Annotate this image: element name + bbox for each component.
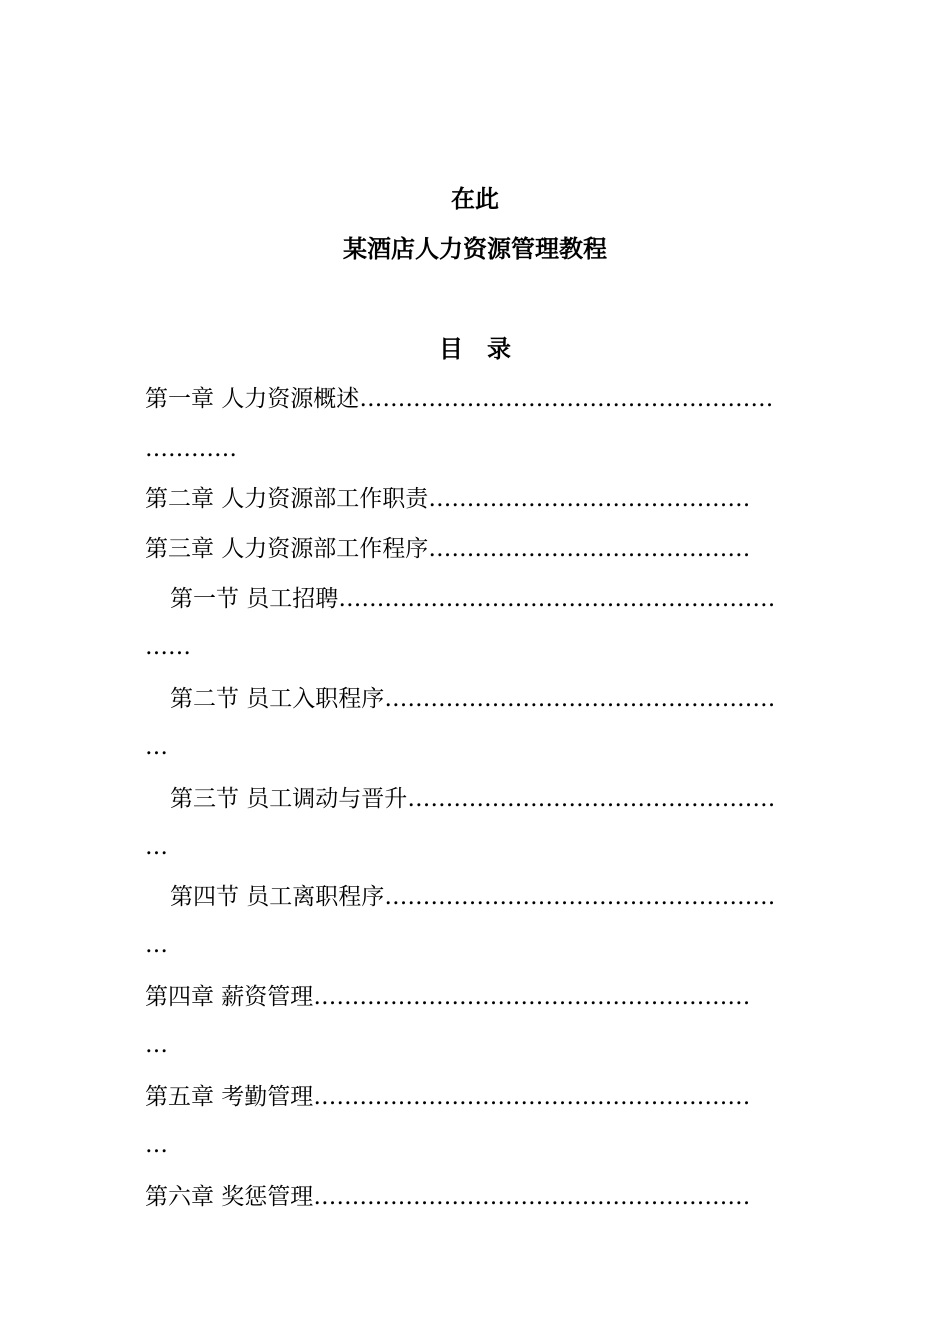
toc-entry[interactable]: [170, 584, 775, 614]
toc-entry[interactable]: [170, 784, 775, 814]
toc-entry[interactable]: [145, 384, 773, 414]
toc-entry-label: 第二节 员工入职程序: [170, 686, 385, 712]
toc-leader-dots: …………………………………………………: [313, 1184, 751, 1210]
toc-leader-dots: ……………………………………………: [384, 686, 776, 712]
toc-leader-continuation: …………: [145, 436, 237, 462]
toc-leader-continuation: …: [145, 1132, 168, 1158]
toc-entry-label: 第二章 人力资源部工作职责: [145, 486, 429, 512]
toc-entry-label: 第一章 人力资源概述: [145, 386, 360, 412]
toc-entry-label: 第六章 奖惩管理: [145, 1184, 314, 1210]
toc-entry[interactable]: [145, 1082, 750, 1112]
toc-leader-continuation: …: [145, 834, 168, 860]
toc-entry[interactable]: [145, 982, 750, 1012]
toc-leader-dots: …………………………………………………: [313, 984, 751, 1010]
toc-leader-continuation: ……: [145, 634, 191, 660]
toc-entry-label: 第三节 员工调动与晋升: [170, 786, 408, 812]
toc-leader-continuation: …: [145, 1032, 168, 1058]
toc-entry-label: 第四章 薪资管理: [145, 984, 314, 1010]
toc-entry-label: 第五章 考勤管理: [145, 1084, 314, 1110]
toc-leader-dots: …………………………………………………: [313, 1084, 751, 1110]
toc-leader-dots: …………………………………………………: [338, 586, 776, 612]
toc-leader-dots: ……………………………………………: [384, 884, 776, 910]
toc-leader-dots: ……………………………………: [428, 536, 751, 562]
toc-entry[interactable]: [170, 684, 775, 714]
toc-entry[interactable]: [145, 484, 750, 514]
toc-leader-dots: ……………………………………: [428, 486, 751, 512]
toc-entry-label: 第一节 员工招聘: [170, 586, 339, 612]
toc-leader-continuation: …: [145, 734, 168, 760]
toc-leader-continuation: …: [145, 932, 168, 958]
doc-header-line1: 在此: [451, 185, 499, 213]
toc-entry[interactable]: [145, 1182, 750, 1212]
toc-entry[interactable]: [145, 534, 750, 564]
doc-title: 某酒店人力资源管理教程: [343, 235, 607, 263]
toc-entry-label: 第四节 员工离职程序: [170, 884, 385, 910]
toc-leader-dots: …………………………………………: [407, 786, 776, 812]
toc-entry[interactable]: [170, 882, 775, 912]
toc-heading: 目录: [439, 335, 535, 363]
toc-entry-label: 第三章 人力资源部工作程序: [145, 536, 429, 562]
toc-leader-dots: ………………………………………………: [359, 386, 774, 412]
